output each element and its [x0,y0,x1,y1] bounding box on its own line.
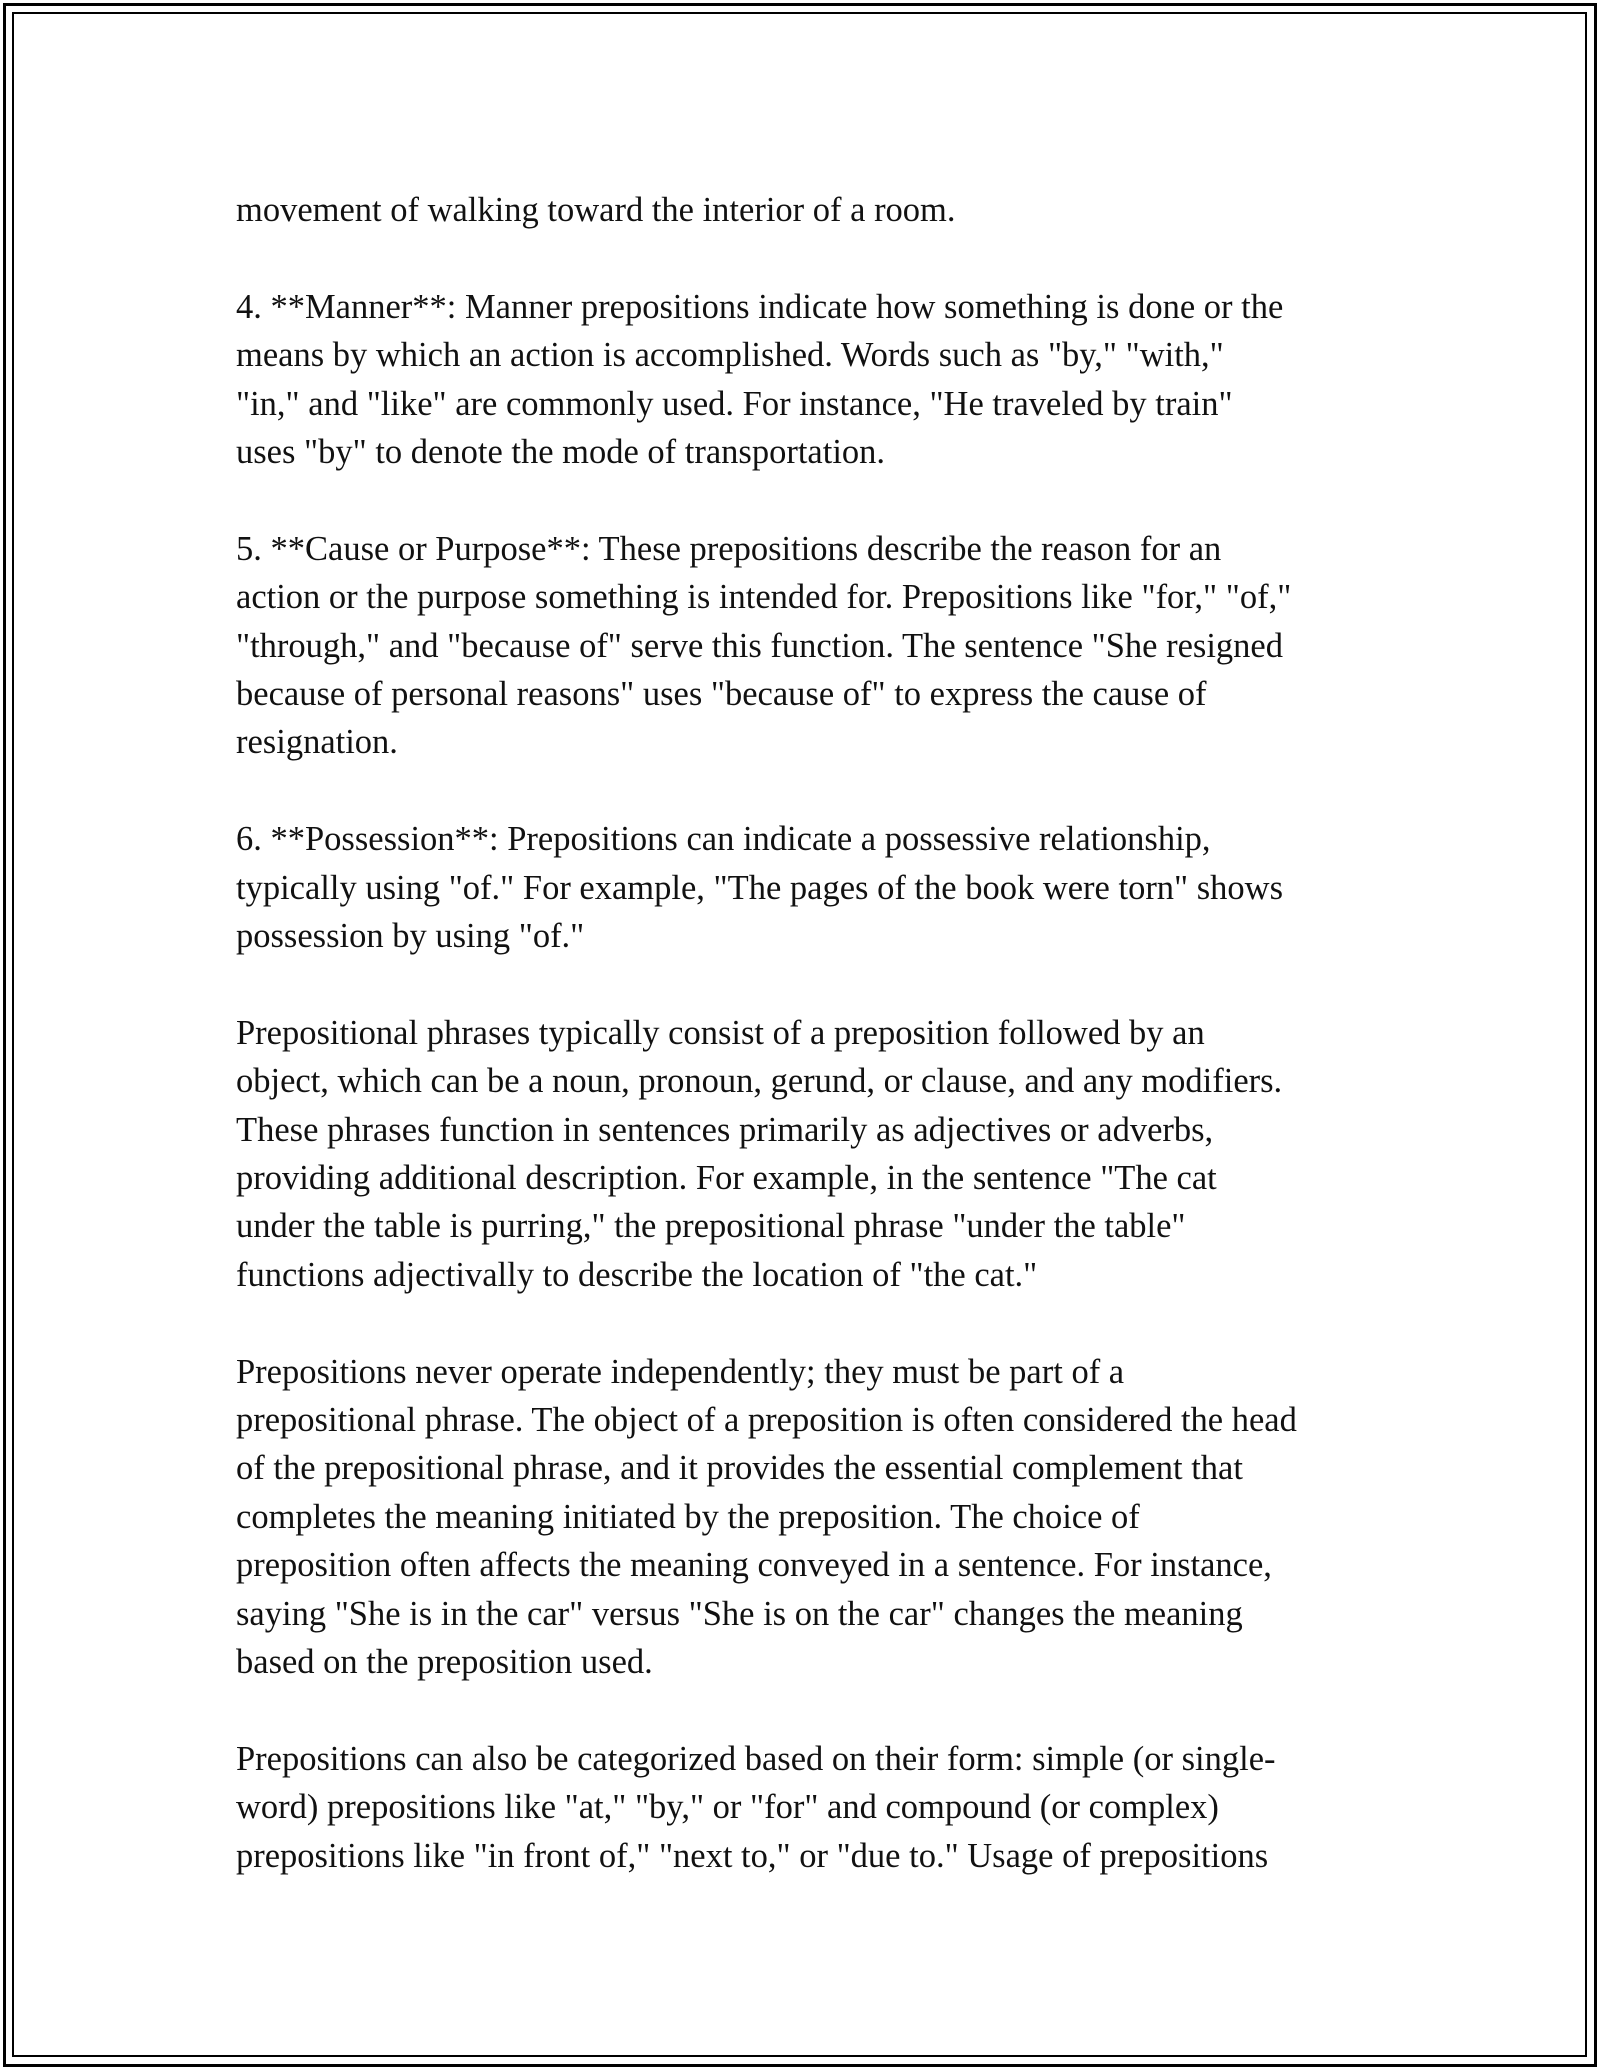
paragraph-independence: Prepositions never operate independently; they must be part of a prepositional phrase. The object of a preposition is often considered the head of the prepositional phrase, and it provides the essential complement that completes the meaning initiated by the preposition. The choice of preposition often affects the meaning conveyed in a sentence. For instance, saying "She is in the car" versus "She is on the car" changes the meaning based on the preposition used. [236,1352,1297,1682]
paragraph-form-categories: Prepositions can also be categorized based on their form: simple (or single- word) prepositions like "at," "by," or "for" and compound (or complex) prepositions like "in front of," "next to," or "due to." Usage of prepositions [236,1739,1276,1875]
paragraph-possession: 6. **Possession**: Prepositions can indicate a possessive relationship, typically using "of." For example, "The pages of the book were torn" shows possession by using "of." [236,820,1284,956]
paragraph-manner: 4. **Manner**: Manner prepositions indicate how something is done or the means by which an action is accomplished. Words such as "by," "with," "in," and "like" are commonly used. For instance, "He traveled by train" uses "by" to denote the mode of transportation. [236,287,1284,472]
paragraph-continuation: movement of walking toward the interior of a room. [236,191,956,229]
paragraph-prepositional-phrases: Prepositional phrases typically consist of a preposition followed by an object, which can be a noun, pronoun, gerund, or clause, and any modifiers. These phrases function in sentences primarily as adjectives or adverbs, providing additional description. For example, in the sentence "The cat under the table is purring," the prepositional phrase "under the table" functions adjectivally to describe the location of "the cat." [236,1013,1283,1294]
paragraph-cause-or-purpose: 5. **Cause or Purpose**: These prepositions describe the reason for an action or the purpose something is intended for. Prepositions like "for," "of," "through," and "because of" serve this function. The sentence "She resigned because of personal reasons" uses "because of" to express the cause of resignation. [236,529,1292,762]
document-body [236,186,1366,1929]
